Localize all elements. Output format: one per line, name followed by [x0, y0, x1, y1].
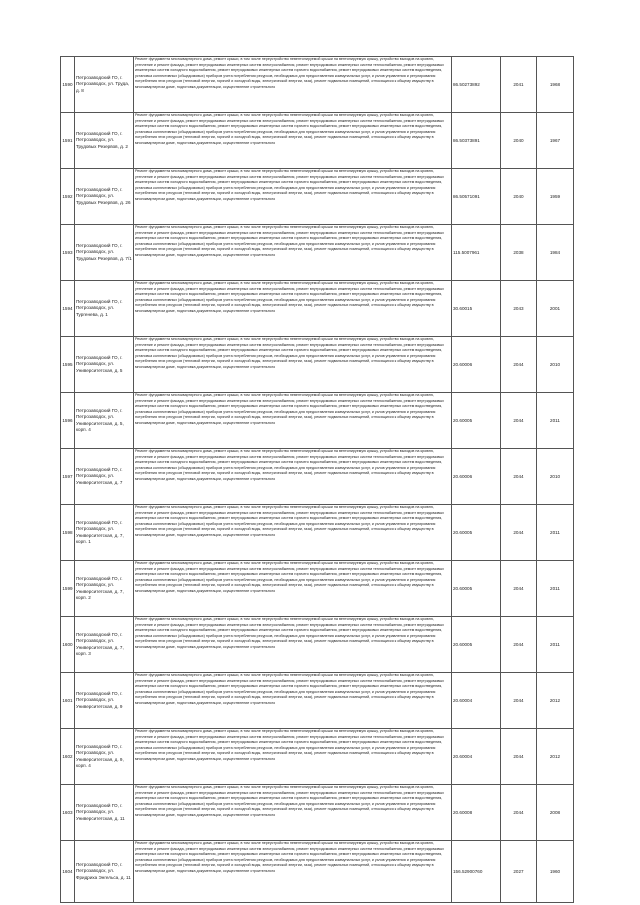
cost-cell: 20.60005 — [452, 561, 501, 617]
works-description-text: Ремонт фундамента многоквартирного дома, ремонт крыши, в том числе переустройство невентилируемой крыши на вентилируемую крышу, устройство выходов на кровлю, утепление и ремонт фасада, ремонт внутридомовых инженерных систем электроснабжения, ремонт внутридомовых инженерных систем теплоснабжения, ремонт внутридомовых инженерных систем холодного водоснабжения, ремонт внутридомовых инженерных систем горячего водоснабжения, ремонт внутридомовых инженерных систем водоотведения, установка коллективных (общедомовых) приборов учета потребления ресурсов, необходимых для предоставления коммунальных услуг, и узлов управления и регулирования потребления этих ресурсов (тепловой энергии, горячей и холодной воды, электрической энергии, газа), ремонт подвальных помещений, относящихся к общему имуществу в многоквартирном доме, подготовка документации, осуществление строительного — [135, 729, 445, 761]
address-cell: Петрозаводский ГО, г. Петрозаводск, ул. Университетская, д. 7, корп. 3 — [75, 617, 134, 673]
build-year-cell: 2011 — [537, 393, 574, 449]
table-row — [61, 57, 574, 113]
address-cell: Петрозаводский ГО, г. Петрозаводск, ул. Трудa, д. 8 — [75, 57, 134, 113]
address-cell: Петрозаводский ГО, г. Петрозаводск, ул. Университетская, д. 7 — [75, 449, 134, 505]
works-description-cell — [134, 561, 452, 617]
table-row — [61, 225, 574, 281]
works-description-text: Ремонт фундамента многоквартирного дома, ремонт крыши, в том числе переустройство невентилируемой крыши на вентилируемую крышу, устройство выходов на кровлю, утепление и ремонт фасада, ремонт внутридомовых инженерных систем электроснабжения, ремонт внутридомовых инженерных систем теплоснабжения, ремонт внутридомовых инженерных систем холодного водоснабжения, ремонт внутридомовых инженерных систем горячего водоснабжения, ремонт внутридомовых инженерных систем водоотведения, установка коллективных (общедомовых) приборов учета потребления ресурсов, необходимых для предоставления коммунальных услуг, и узлов управления и регулирования потребления этих ресурсов (тепловой энергии, горячей и холодной воды, электрической энергии, газа), ремонт подвальных помещений, относящихся к общему имуществу в многоквартирном доме, подготовка документации, осуществление строительного — [135, 841, 445, 873]
build-year-cell: 1959 — [537, 169, 574, 225]
table-row — [61, 841, 574, 903]
table-row — [61, 505, 574, 561]
cost-cell: 30.60015 — [452, 281, 501, 337]
row-number: 1594 — [61, 281, 75, 337]
address-cell: Петрозаводский ГО, г. Петрозаводск, ул. Университетская, д. 11 — [75, 785, 134, 841]
address-cell: Петрозаводский ГО, г. Петрозаводск, ул. Фридриха Энгельса, д. 11 — [75, 841, 134, 903]
repair-year-cell: 2044 — [501, 337, 537, 393]
repair-year-cell: 2027 — [501, 841, 537, 903]
row-number: 1593 — [61, 225, 75, 281]
build-year-cell: 2008 — [537, 785, 574, 841]
build-year-cell: 2012 — [537, 729, 574, 785]
works-description-cell — [134, 57, 452, 113]
repair-year-cell: 2043 — [501, 281, 537, 337]
repair-year-cell: 2044 — [501, 561, 537, 617]
build-year-cell: 2010 — [537, 449, 574, 505]
row-number: 1595 — [61, 337, 75, 393]
table-row — [61, 785, 574, 841]
works-description-text: Ремонт фундамента многоквартирного дома, ремонт крыши, в том числе переустройство невентилируемой крыши на вентилируемую крышу, устройство выходов на кровлю, утепление и ремонт фасада, ремонт внутридомовых инженерных систем электроснабжения, ремонт внутридомовых инженерных систем теплоснабжения, ремонт внутридомовых инженерных систем холодного водоснабжения, ремонт внутридомовых инженерных систем горячего водоснабжения, ремонт внутридомовых инженерных систем водоотведения, установка коллективных (общедомовых) приборов учета потребления ресурсов, необходимых для предоставления коммунальных услуг, и узлов управления и регулирования потребления этих ресурсов (тепловой энергии, горячей и холодной воды, электрической энергии, газа), ремонт подвальных помещений, относящихся к общему имуществу в многоквартирном доме, подготовка документации, осуществление строительного — [135, 617, 445, 649]
works-description-cell — [134, 113, 452, 169]
row-number: 1602 — [61, 729, 75, 785]
address-cell: Петрозаводский ГО, г. Петрозаводск, ул. Университетская, д. 5 — [75, 337, 134, 393]
works-description-cell — [134, 169, 452, 225]
table-row — [61, 113, 574, 169]
repair-year-cell: 2044 — [501, 729, 537, 785]
cost-cell: 20.60005 — [452, 393, 501, 449]
works-description-text: Ремонт фундамента многоквартирного дома, ремонт крыши, в том числе переустройство невентилируемой крыши на вентилируемую крышу, устройство выходов на кровлю, утепление и ремонт фасада, ремонт внутридомовых инженерных систем электроснабжения, ремонт внутридомовых инженерных систем теплоснабжения, ремонт внутридомовых инженерных систем холодного водоснабжения, ремонт внутридомовых инженерных систем горячего водоснабжения, ремонт внутридомовых инженерных систем водоотведения, установка коллективных (общедомовых) приборов учета потребления ресурсов, необходимых для предоставления коммунальных услуг, и узлов управления и регулирования потребления этих ресурсов (тепловой энергии, горячей и холодной воды, электрической энергии, газа), ремонт подвальных помещений, относящихся к общему имуществу в многоквартирном доме, подготовка документации, осуществление строительного — [135, 785, 445, 817]
row-number: 1601 — [61, 673, 75, 729]
table-row — [61, 449, 574, 505]
row-number: 1597 — [61, 449, 75, 505]
table-row — [61, 281, 574, 337]
works-description-text: Ремонт фундамента многоквартирного дома, ремонт крыши, в том числе переустройство невентилируемой крыши на вентилируемую крышу, устройство выходов на кровлю, утепление и ремонт фасада, ремонт внутридомовых инженерных систем электроснабжения, ремонт внутридомовых инженерных систем теплоснабжения, ремонт внутридомовых инженерных систем холодного водоснабжения, ремонт внутридомовых инженерных систем горячего водоснабжения, ремонт внутридомовых инженерных систем водоотведения, установка коллективных (общедомовых) приборов учета потребления ресурсов, необходимых для предоставления коммунальных услуг, и узлов управления и регулирования потребления этих ресурсов (тепловой энергии, горячей и холодной воды, электрической энергии, газа), ремонт подвальных помещений, относящихся к общему имуществу в многоквартирном доме, подготовка документации, осуществление строительного — [135, 169, 445, 201]
build-year-cell: 2011 — [537, 505, 574, 561]
table-row — [61, 561, 574, 617]
works-description-cell — [134, 505, 452, 561]
cost-cell: 156.52900760 — [452, 841, 501, 903]
works-description-cell — [134, 449, 452, 505]
registry-table — [60, 56, 574, 903]
cost-cell: 86.50571091 — [452, 169, 501, 225]
cost-cell: 115.5007961 — [452, 225, 501, 281]
cost-cell: 20.60004 — [452, 673, 501, 729]
cost-cell: 20.60005 — [452, 505, 501, 561]
works-description-text: Ремонт фундамента многоквартирного дома, ремонт крыши, в том числе переустройство невентилируемой крыши на вентилируемую крышу, устройство выходов на кровлю, утепление и ремонт фасада, ремонт внутридомовых инженерных систем электроснабжения, ремонт внутридомовых инженерных систем теплоснабжения, ремонт внутридомовых инженерных систем холодного водоснабжения, ремонт внутридомовых инженерных систем горячего водоснабжения, ремонт внутридомовых инженерных систем водоотведения, установка коллективных (общедомовых) приборов учета потребления ресурсов, необходимых для предоставления коммунальных услуг, и узлов управления и регулирования потребления этих ресурсов (тепловой энергии, горячей и холодной воды, электрической энергии, газа), ремонт подвальных помещений, относящихся к общему имуществу в многоквартирном доме, подготовка документации, осуществление строительного — [135, 225, 445, 257]
repair-year-cell: 2044 — [501, 393, 537, 449]
works-description-cell — [134, 785, 452, 841]
works-description-text: Ремонт фундамента многоквартирного дома, ремонт крыши, в том числе переустройство невентилируемой крыши на вентилируемую крышу, устройство выходов на кровлю, утепление и ремонт фасада, ремонт внутридомовых инженерных систем электроснабжения, ремонт внутридомовых инженерных систем теплоснабжения, ремонт внутридомовых инженерных систем холодного водоснабжения, ремонт внутридомовых инженерных систем горячего водоснабжения, ремонт внутридомовых инженерных систем водоотведения, установка коллективных (общедомовых) приборов учета потребления ресурсов, необходимых для предоставления коммунальных услуг, и узлов управления и регулирования потребления этих ресурсов (тепловой энергии, горячей и холодной воды, электрической энергии, газа), ремонт подвальных помещений, относящихся к общему имуществу в многоквартирном доме, подготовка документации, осуществление строительного — [135, 449, 445, 481]
address-cell: Петрозаводский ГО, г. Петрозаводск, ул. Университетская, д. 7, корп. 1 — [75, 505, 134, 561]
address-cell: Петрозаводский ГО, г. Петрозаводск, ул. Университетская, д. 5, корп. 4 — [75, 393, 134, 449]
table-row — [61, 393, 574, 449]
build-year-cell: 1968 — [537, 57, 574, 113]
row-number: 1592 — [61, 169, 75, 225]
works-description-cell — [134, 337, 452, 393]
build-year-cell: 2011 — [537, 617, 574, 673]
repair-year-cell: 2044 — [501, 617, 537, 673]
cost-cell: 20.60006 — [452, 449, 501, 505]
build-year-cell: 1967 — [537, 113, 574, 169]
works-description-cell — [134, 225, 452, 281]
repair-year-cell: 2038 — [501, 225, 537, 281]
repair-year-cell: 2040 — [501, 169, 537, 225]
row-number: 1596 — [61, 393, 75, 449]
table-row — [61, 617, 574, 673]
works-description-cell — [134, 393, 452, 449]
address-cell: Петрозаводский ГО, г. Петрозаводск, ул. Университетская, д. 9 — [75, 673, 134, 729]
works-description-cell — [134, 841, 452, 903]
rows-body — [61, 57, 574, 903]
works-description-text: Ремонт фундамента многоквартирного дома, ремонт крыши, в том числе переустройство невентилируемой крыши на вентилируемую крышу, устройство выходов на кровлю, утепление и ремонт фасада, ремонт внутридомовых инженерных систем электроснабжения, ремонт внутридомовых инженерных систем теплоснабжения, ремонт внутридомовых инженерных систем холодного водоснабжения, ремонт внутридомовых инженерных систем горячего водоснабжения, ремонт внутридомовых инженерных систем водоотведения, установка коллективных (общедомовых) приборов учета потребления ресурсов, необходимых для предоставления коммунальных услуг, и узлов управления и регулирования потребления этих ресурсов (тепловой энергии, горячей и холодной воды, электрической энергии, газа), ремонт подвальных помещений, относящихся к общему имуществу в многоквартирном доме, подготовка документации, осуществление строительного — [135, 57, 445, 89]
build-year-cell: 2010 — [537, 337, 574, 393]
address-cell: Петрозаводский ГО, г. Петрозаводск, ул. Тургенева, д. 1 — [75, 281, 134, 337]
works-description-text: Ремонт фундамента многоквартирного дома, ремонт крыши, в том числе переустройство невентилируемой крыши на вентилируемую крышу, устройство выходов на кровлю, утепление и ремонт фасада, ремонт внутридомовых инженерных систем электроснабжения, ремонт внутридомовых инженерных систем теплоснабжения, ремонт внутридомовых инженерных систем холодного водоснабжения, ремонт внутридомовых инженерных систем горячего водоснабжения, ремонт внутридомовых инженерных систем водоотведения, установка коллективных (общедомовых) приборов учета потребления ресурсов, необходимых для предоставления коммунальных услуг, и узлов управления и регулирования потребления этих ресурсов (тепловой энергии, горячей и холодной воды, электрической энергии, газа), ремонт подвальных помещений, относящихся к общему имуществу в многоквартирном доме, подготовка документации, осуществление строительного — [135, 673, 445, 705]
build-year-cell: 1984 — [537, 225, 574, 281]
table-row — [61, 673, 574, 729]
works-description-cell — [134, 729, 452, 785]
row-number: 1600 — [61, 617, 75, 673]
cost-cell: 20.60008 — [452, 785, 501, 841]
repair-year-cell: 2044 — [501, 505, 537, 561]
build-year-cell: 2011 — [537, 561, 574, 617]
address-cell: Петрозаводский ГО, г. Петрозаводск, ул. Университетская, д. 9, корп. 4 — [75, 729, 134, 785]
row-number: 1590 — [61, 57, 75, 113]
row-number: 1599 — [61, 561, 75, 617]
repair-year-cell: 2044 — [501, 785, 537, 841]
repair-year-cell: 2044 — [501, 673, 537, 729]
works-description-text: Ремонт фундамента многоквартирного дома, ремонт крыши, в том числе переустройство невентилируемой крыши на вентилируемую крышу, устройство выходов на кровлю, утепление и ремонт фасада, ремонт внутридомовых инженерных систем электроснабжения, ремонт внутридомовых инженерных систем теплоснабжения, ремонт внутридомовых инженерных систем холодного водоснабжения, ремонт внутридомовых инженерных систем горячего водоснабжения, ремонт внутридомовых инженерных систем водоотведения, установка коллективных (общедомовых) приборов учета потребления ресурсов, необходимых для предоставления коммунальных услуг, и узлов управления и регулирования потребления этих ресурсов (тепловой энергии, горячей и холодной воды, электрической энергии, газа), ремонт подвальных помещений, относящихся к общему имуществу в многоквартирном доме, подготовка документации, осуществление строительного — [135, 113, 445, 145]
address-cell: Петрозаводский ГО, г. Петрозаводск, ул. Трудовых Резервов, д. 7/1 — [75, 225, 134, 281]
address-cell: Петрозаводский ГО, г. Петрозаводск, ул. Трудовых Резервов, д. 2 — [75, 113, 134, 169]
table-row — [61, 729, 574, 785]
works-description-text: Ремонт фундамента многоквартирного дома, ремонт крыши, в том числе переустройство невентилируемой крыши на вентилируемую крышу, устройство выходов на кровлю, утепление и ремонт фасада, ремонт внутридомовых инженерных систем электроснабжения, ремонт внутридомовых инженерных систем теплоснабжения, ремонт внутридомовых инженерных систем холодного водоснабжения, ремонт внутридомовых инженерных систем горячего водоснабжения, ремонт внутридомовых инженерных систем водоотведения, установка коллективных (общедомовых) приборов учета потребления ресурсов, необходимых для предоставления коммунальных услуг, и узлов управления и регулирования потребления этих ресурсов (тепловой энергии, горячей и холодной воды, электрической энергии, газа), ремонт подвальных помещений, относящихся к общему имуществу в многоквартирном доме, подготовка документации, осуществление строительного — [135, 505, 445, 537]
row-number: 1591 — [61, 113, 75, 169]
table-row — [61, 337, 574, 393]
works-description-text: Ремонт фундамента многоквартирного дома, ремонт крыши, в том числе переустройство невентилируемой крыши на вентилируемую крышу, устройство выходов на кровлю, утепление и ремонт фасада, ремонт внутридомовых инженерных систем электроснабжения, ремонт внутридомовых инженерных систем теплоснабжения, ремонт внутридомовых инженерных систем холодного водоснабжения, ремонт внутридомовых инженерных систем горячего водоснабжения, ремонт внутридомовых инженерных систем водоотведения, установка коллективных (общедомовых) приборов учета потребления ресурсов, необходимых для предоставления коммунальных услуг, и узлов управления и регулирования потребления этих ресурсов (тепловой энергии, горячей и холодной воды, электрической энергии, газа), ремонт подвальных помещений, относящихся к общему имуществу в многоквартирном доме, подготовка документации, осуществление строительного — [135, 281, 445, 313]
address-cell: Петрозаводский ГО, г. Петрозаводск, ул. Университетская, д. 7, корп. 2 — [75, 561, 134, 617]
works-description-cell — [134, 617, 452, 673]
repair-year-cell: 2041 — [501, 57, 537, 113]
repair-year-cell: 2044 — [501, 449, 537, 505]
build-year-cell: 1960 — [537, 841, 574, 903]
works-description-cell — [134, 281, 452, 337]
cost-cell: 86.50273892 — [452, 57, 501, 113]
row-number: 1603 — [61, 785, 75, 841]
works-description-text: Ремонт фундамента многоквартирного дома, ремонт крыши, в том числе переустройство невентилируемой крыши на вентилируемую крышу, устройство выходов на кровлю, утепление и ремонт фасада, ремонт внутридомовых инженерных систем электроснабжения, ремонт внутридомовых инженерных систем теплоснабжения, ремонт внутридомовых инженерных систем холодного водоснабжения, ремонт внутридомовых инженерных систем горячего водоснабжения, ремонт внутридомовых инженерных систем водоотведения, установка коллективных (общедомовых) приборов учета потребления ресурсов, необходимых для предоставления коммунальных услуг, и узлов управления и регулирования потребления этих ресурсов (тепловой энергии, горячей и холодной воды, электрической энергии, газа), ремонт подвальных помещений, относящихся к общему имуществу в многоквартирном доме, подготовка документации, осуществление строительного — [135, 561, 445, 593]
cost-cell: 86.50373891 — [452, 113, 501, 169]
build-year-cell: 2001 — [537, 281, 574, 337]
repair-year-cell: 2040 — [501, 113, 537, 169]
cost-cell: 20.60006 — [452, 337, 501, 393]
cost-cell: 20.60005 — [452, 617, 501, 673]
works-description-text: Ремонт фундамента многоквартирного дома, ремонт крыши, в том числе переустройство невентилируемой крыши на вентилируемую крышу, устройство выходов на кровлю, утепление и ремонт фасада, ремонт внутридомовых инженерных систем электроснабжения, ремонт внутридомовых инженерных систем теплоснабжения, ремонт внутридомовых инженерных систем холодного водоснабжения, ремонт внутридомовых инженерных систем горячего водоснабжения, ремонт внутридомовых инженерных систем водоотведения, установка коллективных (общедомовых) приборов учета потребления ресурсов, необходимых для предоставления коммунальных услуг, и узлов управления и регулирования потребления этих ресурсов (тепловой энергии, горячей и холодной воды, электрической энергии, газа), ремонт подвальных помещений, относящихся к общему имуществу в многоквартирном доме, подготовка документации, осуществление строительного — [135, 337, 445, 369]
cost-cell: 20.60004 — [452, 729, 501, 785]
address-cell: Петрозаводский ГО, г. Петрозаводск, ул. Трудовых Резервов, д. 26 — [75, 169, 134, 225]
table-row — [61, 169, 574, 225]
works-description-text: Ремонт фундамента многоквартирного дома, ремонт крыши, в том числе переустройство невентилируемой крыши на вентилируемую крышу, устройство выходов на кровлю, утепление и ремонт фасада, ремонт внутридомовых инженерных систем электроснабжения, ремонт внутридомовых инженерных систем теплоснабжения, ремонт внутридомовых инженерных систем холодного водоснабжения, ремонт внутридомовых инженерных систем горячего водоснабжения, ремонт внутридомовых инженерных систем водоотведения, установка коллективных (общедомовых) приборов учета потребления ресурсов, необходимых для предоставления коммунальных услуг, и узлов управления и регулирования потребления этих ресурсов (тепловой энергии, горячей и холодной воды, электрической энергии, газа), ремонт подвальных помещений, относящихся к общему имуществу в многоквартирном доме, подготовка документации, осуществление строительного — [135, 393, 445, 425]
row-number: 1604 — [61, 841, 75, 903]
build-year-cell: 2012 — [537, 673, 574, 729]
works-description-cell — [134, 673, 452, 729]
row-number: 1598 — [61, 505, 75, 561]
